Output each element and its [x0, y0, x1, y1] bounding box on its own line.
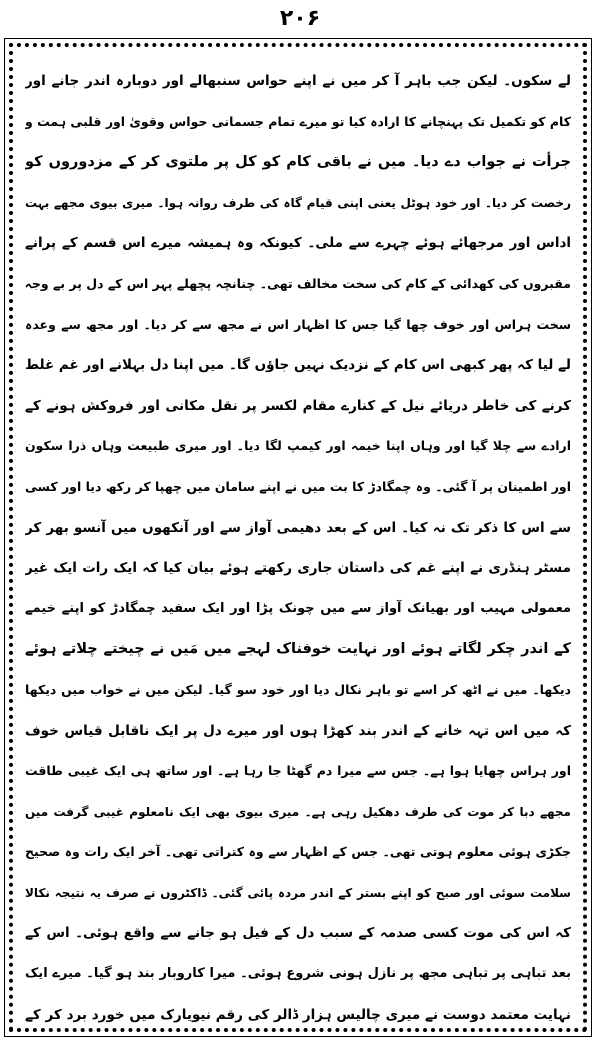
text-line: جکڑی ہوئی معلوم ہوتی تھی۔ جس کے اظہار سے وہ کتراتی تھی۔ آخر ایک رات وہ صحیح	[25, 844, 571, 860]
text-line: اور اطمینان پر آ گئی۔ وہ چمگادڑ کا بت میں نے اپنے سامان میں چھپا کر رکھ دیا اور کسی	[25, 478, 571, 494]
text-line: کرنے کی خاطر دریائے نیل کے کنارے مقام لکسر پر نقل مکانی اور فروکش ہونے کے	[25, 397, 571, 414]
text-line: کام کو تکمیل تک پہنچانے کا ارادہ کیا تو میرے تمام جسمانی حواس وقویٰ اور قلبی ہمت و	[25, 113, 571, 129]
text-line: کہ میں اس تہہ خانے کے اندر بند کھڑا ہوں اور میرے دل پر ایک ناقابل قیاس خوف	[25, 722, 571, 739]
text-line: ارادے سے چلا گیا اور وہاں اپنا خیمہ اور کیمپ لگا دیا۔ اور میری طبیعت وہاں ذرا سکون	[25, 438, 571, 454]
text-line: کہ اس کی موت کسی صدمہ کے سبب دل کے فیل ہو جانے سے واقع ہوئی۔ اس کے	[25, 925, 571, 942]
text-line: دیکھا۔ میں نے اٹھ کر اسے تو باہر نکال دیا اور خود سو گیا۔ لیکن میں نے خواب میں دیکھا	[25, 681, 571, 697]
text-line: جرأت نے جواب دے دیا۔ میں نے باقی کام کو کل پر ملتوی کر کے مزدوروں کو	[25, 154, 571, 171]
text-line: اور ہراس چھایا ہوا ہے۔ جس سے میرا دم گھٹا جا رہا ہے۔ اور ساتھ ہی ایک غیبی طاقت	[25, 763, 571, 779]
text-line: نہایت معتمد دوست نے میری چالیس ہزار ڈالر کی رقم نیویارک میں خورد برد کر کے	[25, 1006, 571, 1023]
text-line: سلامت سوئی اور صبح کو اپنے بستر کے اندر مردہ پائی گئی۔ ڈاکٹروں نے صرف یہ نتیجہ نکالا	[25, 885, 571, 900]
text-line: بعد تباہی پر تباہی مجھ پر نازل ہونی شروع ہوئی۔ میرا کاروبار بند ہو گیا۔ میرے ایک	[25, 966, 571, 982]
text-line: لے سکوں۔ لیکن جب باہر آ کر میں نے اپنے حواس سنبھالے اور دوبارہ اندر جانے اور	[25, 73, 571, 89]
page-number: ۲۰۶	[279, 6, 321, 31]
text-line: مقبروں کی کھدائی کے کام کی سخت مخالف تھی۔ چنانچہ پچھلے پہر اس کے دل پر بے وجہ	[25, 275, 571, 291]
text-line: رخصت کر دیا۔ اور خود ہوٹل یعنی اپنی قیام گاہ کی طرف روانہ ہوا۔ میری بیوی مجھے بہت	[25, 195, 571, 210]
text-line: سے اس کا ذکر تک نہ کیا۔ اس کے بعد دھیمی آواز سے اور آنکھوں میں آنسو بھر کر	[25, 519, 571, 536]
text-line: لے لیا کہ پھر کبھی اس کام کے نزدیک نہیں جاؤں گا۔ میں اپنا دل بہلانے اور غم غلط	[25, 357, 571, 374]
dotted-border	[9, 43, 587, 1032]
body-text	[25, 61, 571, 1035]
page-border	[4, 38, 592, 1037]
text-line: مسٹر ہنڈری نے اپنے غم کی داستان جاری رکھتے ہوئے بیان کیا کہ ایک رات ایک غیر	[25, 560, 571, 577]
text-line: سخت ہراس اور خوف چھا گیا جس کا اظہار اس نے مجھ سے کر دیا۔ اور مجھ سے وعدہ	[25, 316, 571, 332]
text-line: کے اندر چکر لگاتے ہوئے اور نہایت خوفناک لہجے میں مَیں نے چیختے چلاتے ہوئے	[25, 641, 571, 658]
text-line: معمولی مہیب اور بھیانک آواز سے میں چونک پڑا اور ایک سفید چمگادڑ کو اپنے خیمے	[25, 600, 571, 616]
text-line: مجھے دبا کر موت کی طرف دھکیل رہی ہے۔ میری بیوی بھی ایک نامعلوم غیبی گرفت میں	[25, 804, 571, 819]
text-line: اداس اور مرجھائے ہوئے چہرے سے ملی۔ کیونکہ وہ ہمیشہ میرے اس قسم کے پرانے	[25, 235, 571, 252]
